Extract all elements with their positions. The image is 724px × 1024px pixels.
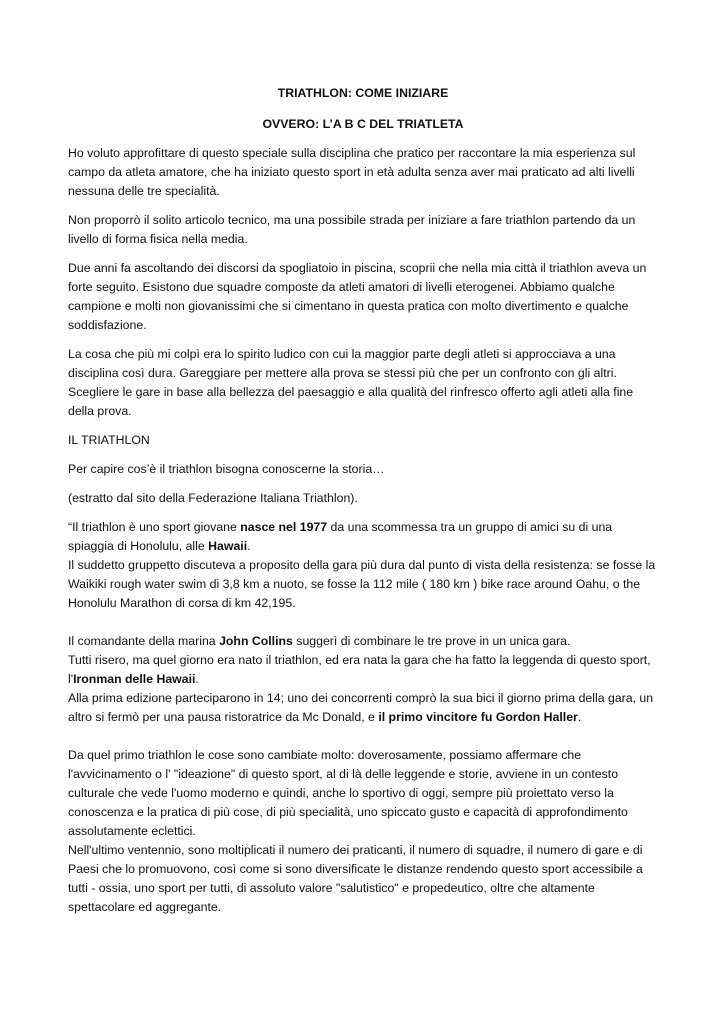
document-subtitle: OVVERO: L’A B C DEL TRIATLETA [262,117,464,131]
source-line: (estratto dal sito della Federazione Italiana Triathlon). [68,491,358,505]
quote-paragraph-evolution: Da quel primo triathlon le cose sono cambiate molto: doverosamente, possiamo affermare che l'avvicinamento o l' "ideazione" di questo sport, al di là delle leggende e storie, avviene in un contesto culturale che vede l'uomo moderno e quindi, anche lo sportivo di oggi, sempre più proiettato verso la conoscenza e la pratica di più cose, di più specialità, uno spiccato gusto e capacità di approfondimento assolutamente eclettici. [68,748,628,838]
highlight-ironman: Ironman delle Hawaii [73,672,196,686]
quote-paragraph-growth: Nell'ultimo ventennio, sono moltiplicati il numero dei praticanti, il numero di squadre, il numero di gare e di Paesi che lo promuovono, così come si sono diversificate le distanze rendendo questo sport accessibile a tutti - ossia, uno sport per tutti, di assoluto valore "salutistico" e propedeutico, oltre che altamente spettacolare ed aggregante. [68,843,643,914]
paragraph-4: La cosa che più mi colpì era lo spirito ludico con cui la maggior parte degli atleti si approcciava a una disciplina così dura. Gareggiare per mettere alla prova se stessi più che per un confronto con gli altri. Scegliere le gare in base alla bellezza del paesaggio e alla qualità del rinfresco offerto agli atleti alla fine della prova. [68,347,634,418]
quote-paragraph-first-edition: Alla prima edizione parteciparono in 14; uno dei concorrenti comprò la sua bici il giorno prima della gara, un altro si fermò per una pausa ristoratrice da Mc Donald, e il primo vincitore fu Gordon Haller. [68,691,654,724]
section-heading: IL TRIATHLON [68,433,150,447]
quote-paragraph-ironman: Tutti risero, ma quel giorno era nato il triathlon, ed era nata la gara che ha fatto la leggenda di questo sport, l'Ironman delle Hawaii. [68,653,651,686]
highlight-year: nasce nel 1977 [240,520,328,534]
quote-paragraph-collins: Il comandante della marina John Collins suggerì di combinare le tre prove in un unica gara. [68,634,571,648]
highlight-john-collins: John Collins [219,634,293,648]
intro-line: Per capire cos’è il triathlon bisogna conoscerne la storia… [68,462,385,476]
highlight-first-winner: il primo vincitore fu Gordon Haller [378,710,578,724]
paragraph-1: Ho voluto approfittare di questo speciale sulla disciplina che pratico per raccontare la mia esperienza sul campo da atleta amatore, che ha iniziato questo sport in età adulta senza aver mai praticato ad alti livelli nessuna delle tre specialità. [68,146,636,198]
highlight-hawaii: Hawaii [208,539,248,553]
quote-paragraph-debate: Il suddetto gruppetto discuteva a proposito della gara più dura dal punto di vista della resistenza: se fosse la Waikiki rough water swim di 3,8 km a nuoto, se fosse la 112 mile ( 180 km ) bike race around Oahu, o the Honolulu Marathon di corsa di km 42,195. [68,558,656,610]
document-title: TRIATHLON: COME INIZIARE [277,86,449,100]
quote-paragraph-origin: “Il triathlon è uno sport giovane nasce nel 1977 da una scommessa tra un gruppo di amici su di una spiaggia di Honolulu, alle Hawaii. [68,520,613,553]
paragraph-2: Non proporrò il solito articolo tecnico, ma una possibile strada per iniziare a fare triathlon partendo da un livello di forma fisica nella media. [68,213,636,246]
paragraph-3: Due anni fa ascoltando dei discorsi da spogliatoio in piscina, scoprii che nella mia città il triathlon aveva un forte seguito. Esistono due squadre composte da atleti amatori di livelli eterogenei. Abbiamo qualche campione e molti non giovanissimi che si cimentano in questa pratica con molto divertimento e qualche soddisfazione. [68,261,647,332]
quote-block [68,518,658,917]
